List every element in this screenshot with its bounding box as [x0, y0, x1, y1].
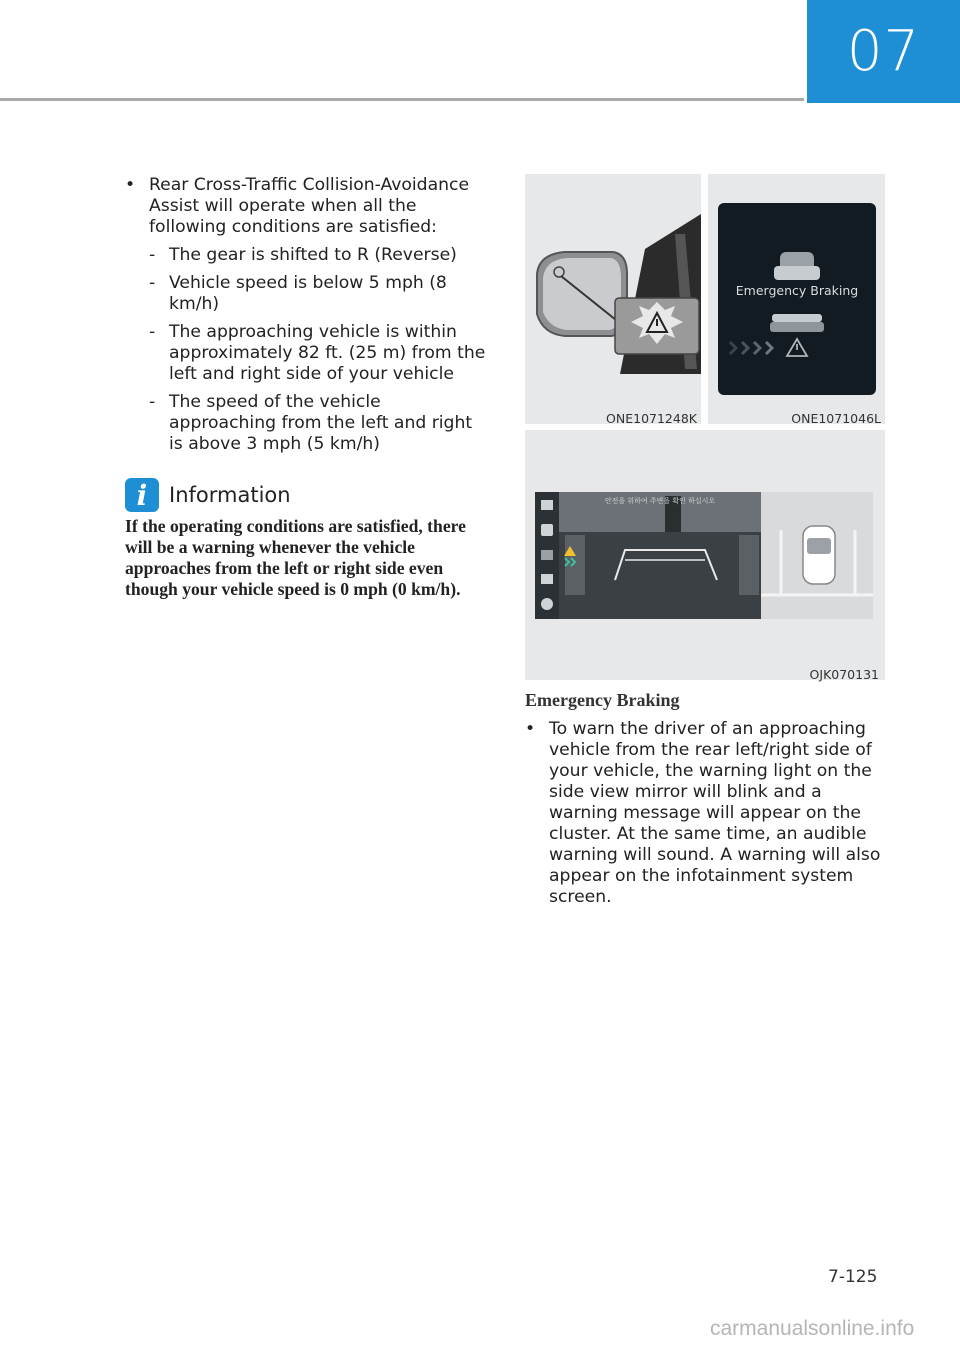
page-number: 7-125: [828, 1267, 878, 1287]
chapter-tab: 07: [807, 0, 960, 103]
figure-caption: ONE1071248K: [606, 411, 697, 426]
emergency-braking-bullet: [525, 719, 890, 908]
side-mirror-illustration: [525, 174, 701, 424]
figure-caption: OJK070131: [809, 667, 879, 682]
dash-marker: -: [149, 392, 156, 412]
cluster-figure: [708, 174, 885, 424]
condition-item: [149, 245, 490, 266]
conditions-intro: Rear Cross-Traffic Collision-Avoidance Assist will operate when all the following conditions are satisfied:: [149, 175, 470, 237]
condition-text: The approaching vehicle is within approximately 82 ft. (25 m) from the left and right side of your vehicle: [169, 322, 486, 384]
information-text: If the operating conditions are satisfied, there will be a warning whenever the vehicle approaches from the left or right side even though your vehicle speed is 0 mph (0 km/h).: [125, 516, 466, 599]
conditions-list: [125, 245, 490, 455]
header-rule: [0, 98, 804, 101]
conditions-bullet: [125, 175, 490, 238]
condition-text: The gear is shifted to R (Reverse): [169, 245, 457, 265]
section-title: Emergency Braking: [525, 690, 680, 710]
condition-item: [149, 322, 490, 385]
cluster-display-illustration: [708, 174, 885, 424]
condition-item: [149, 392, 490, 455]
bullet-marker: •: [525, 719, 536, 739]
cluster-message: Emergency Braking: [735, 283, 859, 298]
condition-text: Vehicle speed is below 5 mph (8 km/h): [169, 273, 447, 314]
infotainment-screen-illustration: [525, 430, 885, 680]
info-icon: i: [125, 478, 159, 512]
dash-marker: -: [149, 273, 156, 293]
emergency-braking-section: [525, 690, 890, 908]
conditions-section: [125, 175, 490, 455]
infotainment-banner: 안전을 위하여 주변을 확인 하십시오: [604, 497, 716, 505]
infotainment-figure: [525, 430, 885, 680]
dash-marker: -: [149, 245, 156, 265]
condition-item: [149, 273, 490, 315]
information-title: Information: [169, 483, 291, 507]
figure-caption: ONE1071046L: [791, 411, 881, 426]
watermark: carmanualsonline.info: [710, 1317, 915, 1340]
bullet-marker: •: [125, 175, 136, 195]
dash-marker: -: [149, 322, 156, 342]
mirror-figure: [525, 174, 701, 424]
information-heading: [125, 478, 291, 512]
emergency-braking-text: To warn the driver of an approaching vehicle from the rear left/right side of your vehicle, the warning light on the side view mirror will blink and a warning message will appear on the cluster. At the same time, an audible warning will sound. A warning will also appear on the infotainment system screen.: [549, 719, 881, 907]
condition-text: The speed of the vehicle approaching from the left and right is above 3 mph (5 km/h): [169, 392, 473, 454]
